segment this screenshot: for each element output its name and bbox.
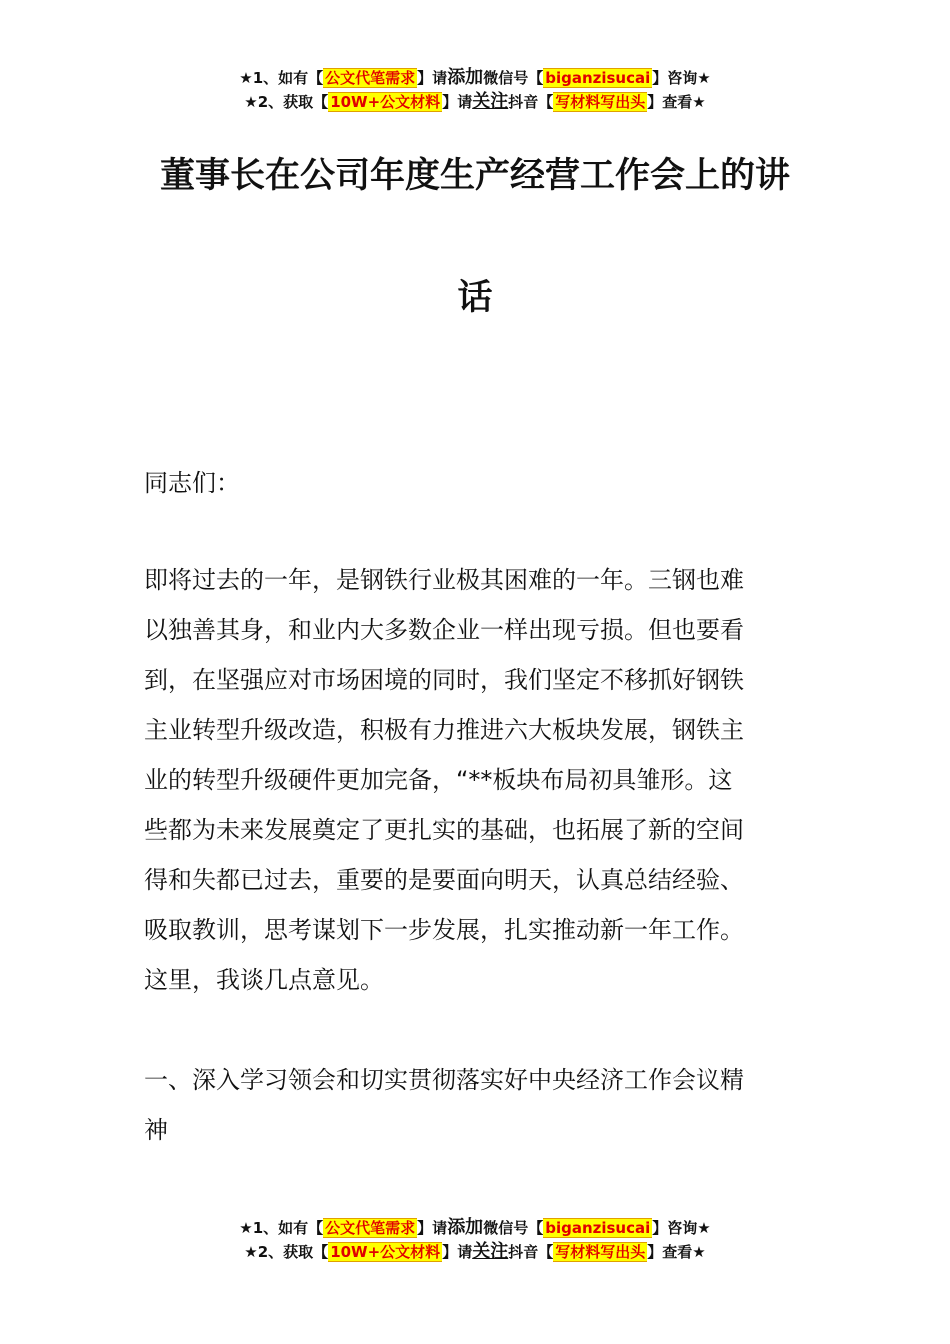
follow-word: 关注	[472, 1241, 509, 1262]
promo-text: 】请	[442, 93, 473, 111]
promo-line-2	[0, 1240, 950, 1264]
douyin-highlight: 写材料写出头	[555, 1243, 646, 1261]
greeting: 同志们：	[144, 469, 240, 497]
promo-banner-top	[0, 66, 950, 114]
promo-banner-bottom	[0, 1216, 950, 1264]
promo-text: ★1、如有【	[239, 69, 324, 87]
promo-text: 微信号【	[483, 69, 544, 87]
paragraph-line: 即将过去的一年，是钢铁行业极其困难的一年。三钢也难	[144, 566, 744, 594]
promo-line-1	[0, 66, 950, 90]
paragraph-1	[144, 555, 809, 1005]
douyin-highlight: 写材料写出头	[555, 93, 646, 111]
promo-text: 】查看★	[647, 1243, 706, 1261]
section-heading-1	[144, 1055, 809, 1155]
promo-text: 微信号【	[483, 1219, 544, 1237]
promo-text: 】咨询★	[652, 1219, 711, 1237]
paragraph-line: 些都为未来发展奠定了更扎实的基础，也拓展了新的空间	[144, 816, 744, 844]
follow-word: 关注	[472, 91, 509, 112]
wechat-id-highlight: biganzisucai	[545, 1219, 651, 1237]
promo-text: ★2、获取【	[244, 93, 329, 111]
promo-text: 】查看★	[647, 93, 706, 111]
heading-line: 一、深入学习领会和切实贯彻落实好中央经济工作会议精	[144, 1066, 744, 1094]
paragraph-line: 以独善其身，和业内大多数企业一样出现亏损。但也要看	[144, 616, 744, 644]
paragraph-line: 主业转型升级改造，积极有力推进六大板块发展，钢铁主	[144, 716, 744, 744]
promo-text: ★2、获取【	[244, 1243, 329, 1261]
document-title-line-1: 董事长在公司年度生产经营工作会上的讲	[159, 156, 790, 196]
promo-text: 】咨询★	[652, 69, 711, 87]
promo-line-1	[0, 1216, 950, 1240]
service-highlight: 公文代笔需求	[325, 69, 416, 87]
paragraph-line: 吸取教训，思考谋划下一步发展，扎实推动新一年工作。	[144, 916, 744, 944]
paragraph-line: 业的转型升级硬件更加完备，“**板块布局初具雏形。这	[144, 766, 733, 794]
material-highlight: 10W+公文材料	[330, 93, 441, 111]
add-word: 添加	[447, 67, 484, 88]
paragraph-line: 到，在坚强应对市场困境的同时，我们坚定不移抓好钢铁	[144, 666, 744, 694]
promo-text: 抖音【	[508, 93, 554, 111]
paragraph-line: 这里，我谈几点意见。	[144, 966, 384, 994]
paragraph-line: 得和失都已过去，重要的是要面向明天，认真总结经验、	[144, 866, 744, 894]
material-highlight: 10W+公文材料	[330, 1243, 441, 1261]
wechat-id-highlight: biganzisucai	[545, 69, 651, 87]
service-highlight: 公文代笔需求	[325, 1219, 416, 1237]
promo-line-2	[0, 90, 950, 114]
promo-text: 抖音【	[508, 1243, 554, 1261]
promo-text: 】请	[417, 69, 448, 87]
heading-line: 神	[144, 1116, 168, 1144]
add-word: 添加	[447, 1217, 484, 1238]
promo-text: 】请	[442, 1243, 473, 1261]
document-title-line-2: 话	[457, 278, 493, 318]
promo-text: ★1、如有【	[239, 1219, 324, 1237]
promo-text: 】请	[417, 1219, 448, 1237]
